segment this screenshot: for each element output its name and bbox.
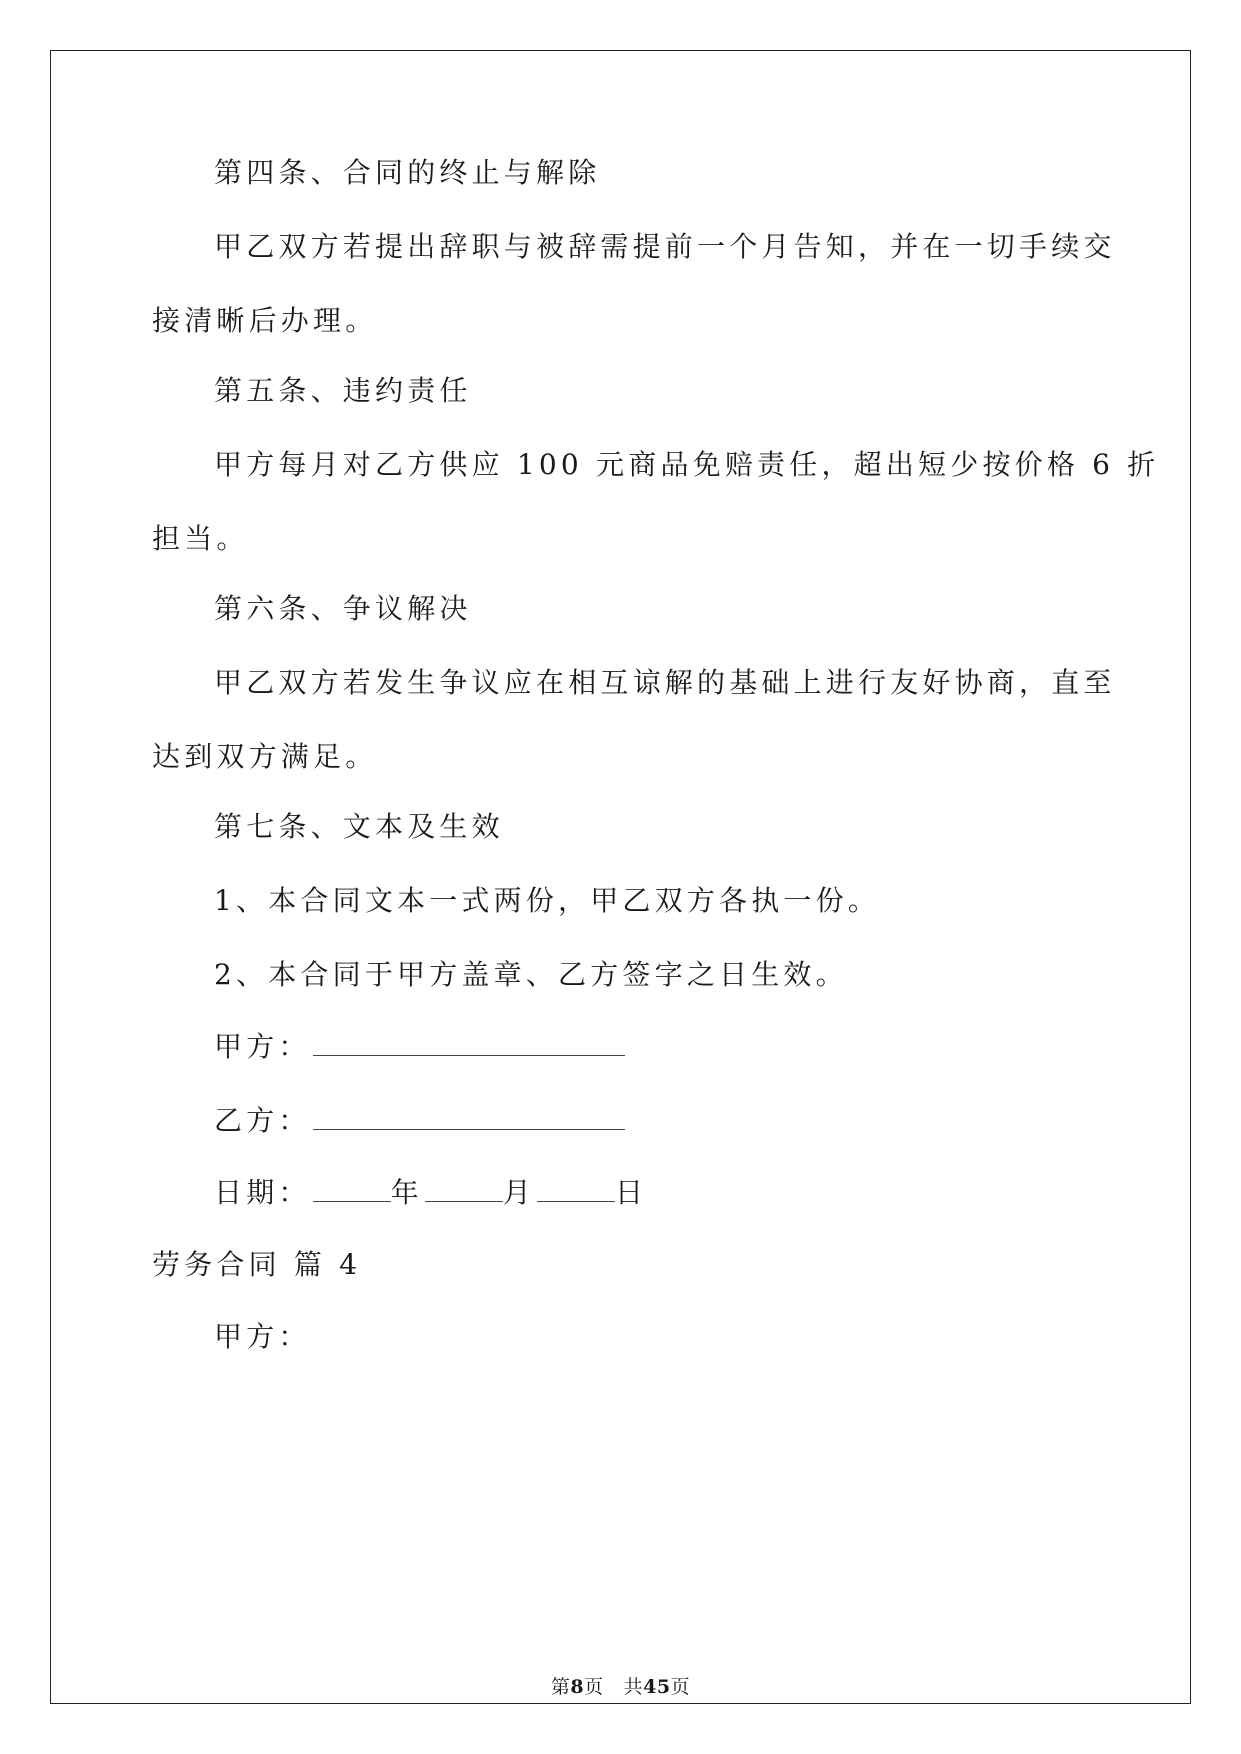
date-label: 日期： <box>214 1176 311 1209</box>
month-label: 月 <box>502 1176 536 1209</box>
page-footer <box>51 1675 1190 1699</box>
section-title: 劳务合同 篇 4 <box>152 1248 362 1281</box>
year-label: 年 <box>390 1176 423 1209</box>
footer-total-unit: 页 <box>670 1676 691 1698</box>
footer-total-pages: 45 <box>643 1676 671 1698</box>
party-b-signature-row <box>214 1104 625 1138</box>
footer-page-unit: 页 <box>584 1676 604 1698</box>
article-4-paragraph-line-1: 甲乙双方若提出辞职与被辞需提前一个月告知，并在一切手续交 <box>214 230 1116 263</box>
day-label: 日 <box>615 1176 648 1209</box>
party-b-label: 乙方： <box>214 1104 311 1137</box>
article-6-paragraph-line-2: 达到双方满足。 <box>152 740 378 773</box>
article-4-heading: 第四条、合同的终止与解除 <box>214 156 601 189</box>
article-5-paragraph-line-2: 担当。 <box>152 522 249 555</box>
footer-total-prefix: 共 <box>623 1676 644 1698</box>
article-6-paragraph-line-1: 甲乙双方若发生争议应在相互谅解的基础上进行友好协商，直至 <box>214 666 1116 699</box>
day-blank <box>537 1179 615 1202</box>
year-blank <box>313 1179 391 1202</box>
date-row <box>214 1176 647 1210</box>
party-a-signature-row <box>214 1030 625 1064</box>
article-7-heading: 第七条、文本及生效 <box>214 810 504 843</box>
article-6-heading: 第六条、争议解决 <box>214 592 472 625</box>
article-4-paragraph-line-2: 接清晰后办理。 <box>152 304 378 337</box>
section-party-a-label: 甲方： <box>214 1320 311 1353</box>
article-5-heading: 第五条、违约责任 <box>214 374 472 407</box>
month-blank <box>425 1179 503 1202</box>
article-5-paragraph-line-1: 甲方每月对乙方供应 100 元商品免赔责任，超出短少按价格 6 折 <box>214 448 1160 481</box>
article-7-item-2: 2、本合同于甲方盖章、乙方签字之日生效。 <box>214 958 848 991</box>
article-7-item-1: 1、本合同文本一式两份，甲乙双方各执一份。 <box>214 884 881 917</box>
page-frame <box>50 50 1191 1704</box>
party-a-signature-blank <box>313 1033 625 1056</box>
party-b-signature-blank <box>313 1107 625 1130</box>
party-a-label: 甲方： <box>214 1030 311 1063</box>
footer-page-number: 8 <box>570 1676 585 1698</box>
footer-prefix: 第 <box>550 1676 571 1698</box>
